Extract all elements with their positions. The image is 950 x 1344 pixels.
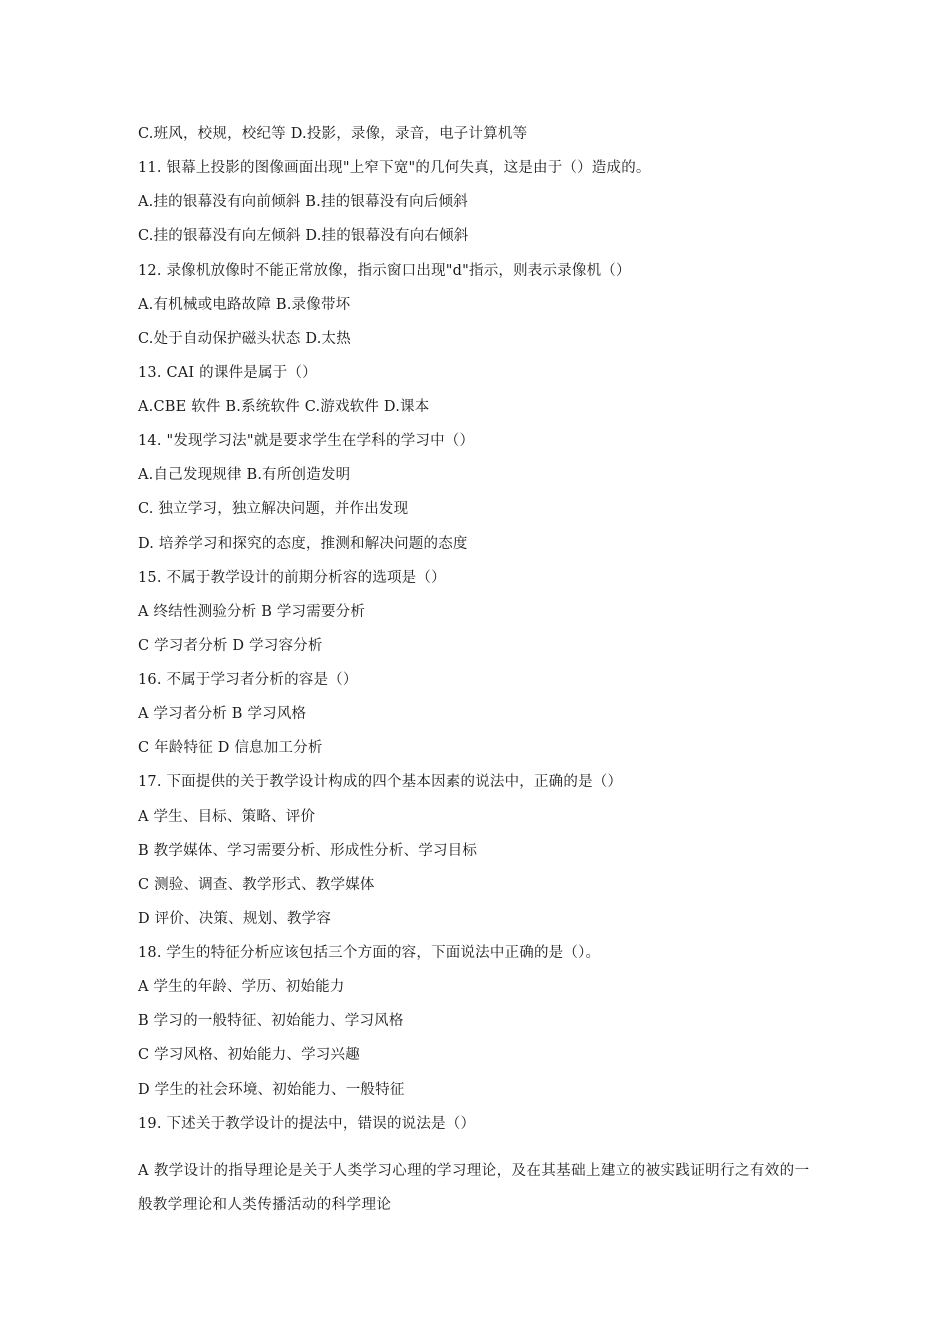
option-line: B 学习的一般特征、初始能力、学习风格 [138, 1013, 404, 1029]
question-11: 11. 银幕上投影的图像画面出现"上窄下宽"的几何失真，这是由于（）造成的。 [138, 160, 651, 176]
question-17: 17. 下面提供的关于教学设计构成的四个基本因素的说法中，正确的是（） [138, 774, 623, 790]
option-line: C 学习风格、初始能力、学习兴趣 [138, 1047, 360, 1063]
option-line: A.挂的银幕没有向前倾斜 B.挂的银幕没有向后倾斜 [138, 194, 468, 210]
question-18: 18. 学生的特征分析应该包括三个方面的容，下面说法中正确的是（）。 [138, 945, 601, 961]
option-line: A.有机械或电路故障 B.录像带坏 [138, 297, 351, 313]
option-line: A.自己发现规律 B.有所创造发明 [138, 467, 351, 483]
option-line: C.处于自动保护磁头状态 D.太热 [138, 331, 351, 347]
option-line: A 学生、目标、策略、评价 [138, 809, 316, 825]
option-line: A 终结性测验分析 B 学习需要分析 [138, 604, 366, 620]
question-19: 19. 下述关于教学设计的提法中，错误的说法是（） [138, 1116, 476, 1132]
option-line: A.CBE 软件 B.系统软件 C.游戏软件 D.课本 [138, 399, 430, 415]
option-line: D 评价、决策、规划、教学容 [138, 911, 332, 927]
option-line: D. 培养学习和探究的态度，推测和解决问题的态度 [138, 536, 468, 552]
question-13: 13. CAI 的课件是属于（） [138, 365, 317, 381]
option-line: B 教学媒体、学习需要分析、形成性分析、学习目标 [138, 843, 478, 859]
option-line: A 学生的年龄、学历、初始能力 [138, 979, 345, 995]
question-14: 14. "发现学习法"就是要求学生在学科的学习中（） [138, 433, 475, 449]
option-line: C 测验、调查、教学形式、教学媒体 [138, 877, 375, 893]
question-15: 15. 不属于教学设计的前期分析容的选项是（） [138, 570, 446, 586]
option-paragraph: A 教学设计的指导理论是关于人类学习心理的学习理论，及在其基础上建立的被实践证明行之有效的一般教学理论和人类传播活动的科学理论 [138, 1163, 810, 1213]
question-16: 16. 不属于学习者分析的容是（） [138, 672, 358, 688]
option-line: D 学生的社会环境、初始能力、一般特征 [138, 1082, 405, 1098]
option-line: C 年龄特征 D 信息加工分析 [138, 740, 323, 756]
option-line: C 学习者分析 D 学习容分析 [138, 638, 323, 654]
question-12: 12. 录像机放像时不能正常放像，指示窗口出现"d"指示，则表示录像机（） [138, 263, 631, 279]
option-line: A 学习者分析 B 学习风格 [138, 706, 307, 722]
option-line: C.挂的银幕没有向左倾斜 D.挂的银幕没有向右倾斜 [138, 228, 469, 244]
text-line: C.班风，校规，校纪等 D.投影，录像，录音，电子计算机等 [138, 126, 528, 142]
option-line: C. 独立学习，独立解决问题，并作出发现 [138, 501, 409, 517]
